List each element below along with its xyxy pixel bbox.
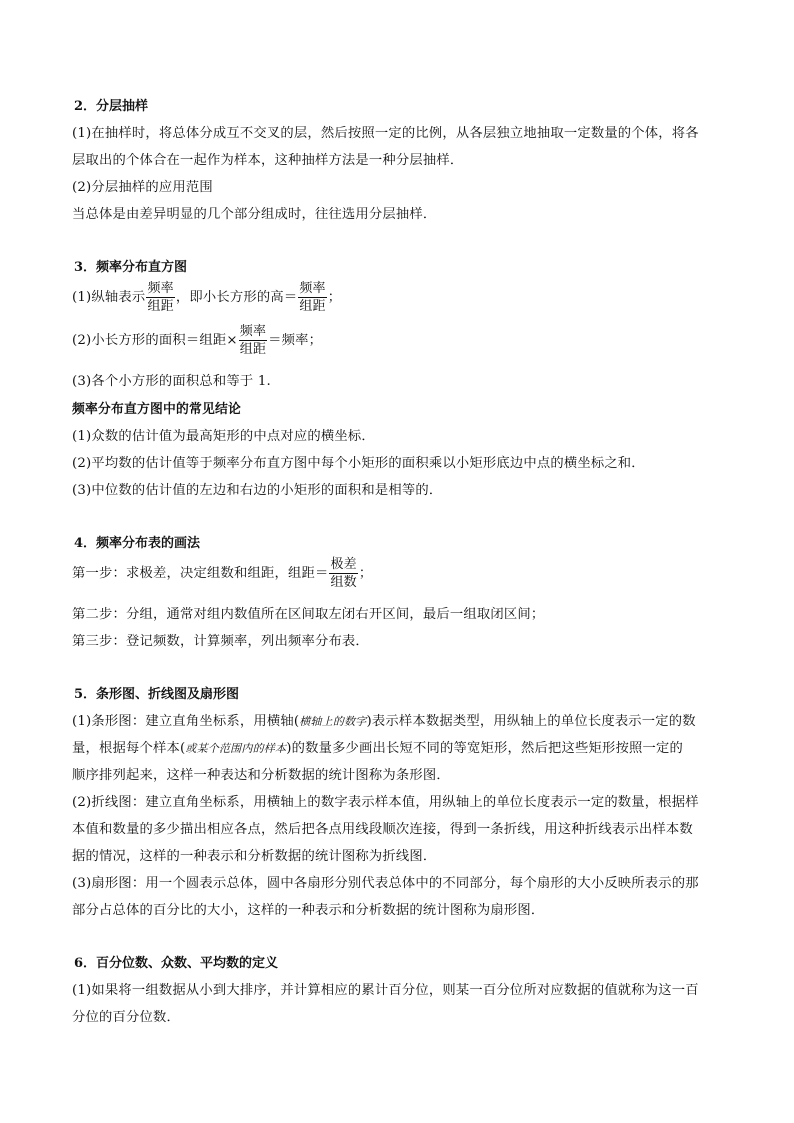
fraction-range-over-groups	[329, 556, 357, 591]
section-5-line-8: 部分占总体的百分比的大小，这样的一种表示和分析数据的统计图称为扇形图．	[72, 903, 545, 918]
section-5-line-3: 顺序排列起来，这样一种表达和分析数据的统计图称为条形图．	[72, 768, 450, 783]
section-4-line-3: 第三步：登记频数，计算频率，列出频率分布表．	[72, 634, 369, 649]
section-5-line-4: (2)折线图：建立直角坐标系，用横轴上的数字表示样本值，用纵轴上的单位长度表示一定的数量，根据样	[72, 795, 699, 810]
section-2-title: 2．分层抽样	[74, 99, 149, 114]
section-6-line-1: (1)如果将一组数据从小到大排序，并计算相应的累计百分位，则某一百分位所对应数据的值就称为这一百	[72, 983, 699, 998]
numerator: 频率	[299, 281, 326, 296]
text: (1)纵轴表示	[72, 290, 146, 305]
section-4-line-1	[72, 556, 372, 591]
text: ，即小长方形的高＝	[175, 290, 298, 305]
section-2-line-3: (2)分层抽样的应用范围	[72, 180, 213, 195]
numerator: 频率	[147, 281, 174, 296]
section-2-line-4: 当总体是由差异明显的几个部分组成时，往往选用分层抽样．	[72, 207, 437, 222]
fraction-freq-over-gap	[146, 280, 174, 315]
section-3-line-3: (3)各个小方形的面积总和等于 1.	[72, 374, 271, 389]
text: 量，根据每个样本(	[72, 741, 186, 756]
section-3-line-5: (1)众数的估计值为最高矩形的中点对应的横坐标．	[72, 429, 375, 444]
text: )的数量多少画出长短不同的等宽矩形，然后把这些矩形按照一定的	[286, 741, 683, 756]
text: )表示样本数据类型，用纵轴上的单位长度表示一定的数	[366, 714, 696, 729]
annotation: 横轴上的数字	[299, 715, 367, 728]
section-3-line-2	[72, 323, 322, 358]
denominator: 组数	[330, 575, 357, 590]
text: ；	[358, 566, 373, 581]
denominator: 组距	[147, 299, 174, 314]
text: (2)小长方形的面积＝组距×	[72, 333, 238, 348]
section-5-line-1	[72, 710, 696, 729]
section-6-title: 6．百分位数、众数、平均数的定义	[74, 956, 279, 971]
denominator: 组距	[299, 299, 326, 314]
section-3-subheading: 频率分布直方图中的常见结论	[72, 402, 241, 417]
section-5-title: 5．条形图、折线图及扇形图	[74, 687, 240, 702]
fraction-freq-over-gap	[239, 323, 267, 358]
section-4-title: 4．频率分布表的画法	[74, 536, 201, 551]
text: ；	[327, 290, 342, 305]
section-6-line-2: 分位的百分位数．	[72, 1010, 180, 1025]
section-3-line-7: (3)中位数的估计值的左边和右边的小矩形的面积和是相等的．	[72, 483, 443, 498]
section-5-line-2	[72, 737, 683, 756]
annotation: 或某个范围内的样本	[185, 742, 287, 755]
section-3-line-1	[72, 280, 341, 315]
section-2-line-1: (1)在抽样时，将总体分成互不交叉的层，然后按照一定的比例，从各层独立地抽取一定数量的个体，将各	[72, 126, 699, 141]
text: (1)条形图：建立直角坐标系，用横轴(	[72, 714, 300, 729]
section-3-line-6: (2)平均数的估计值等于频率分布直方图中每个小矩形的面积乘以小矩形底边中点的横坐标之和．	[72, 456, 645, 471]
fraction-freq-over-gap	[298, 280, 326, 315]
section-2-line-2: 层取出的个体合在一起作为样本，这种抽样方法是一种分层抽样．	[72, 153, 464, 168]
denominator: 组距	[239, 342, 267, 357]
section-4-line-2: 第二步：分组，通常对组内数值所在区间取左闭右开区间，最后一组取闭区间；	[72, 607, 545, 622]
section-5-line-6: 据的情况，这样的一种表示和分析数据的统计图称为折线图．	[72, 849, 437, 864]
numerator: 频率	[239, 324, 267, 339]
numerator: 极差	[330, 557, 357, 572]
text: 第一步：求极差，决定组数和组距，组距＝	[72, 566, 329, 581]
section-5-line-5: 本值和数量的多少描出相应各点，然后把各点用线段顺次连接，得到一条折线，用这种折线表示出样本数	[72, 822, 693, 837]
text: ＝频率；	[268, 333, 323, 348]
section-5-line-7: (3)扇形图：用一个圆表示总体，圆中各扇形分别代表总体中的不同部分，每个扇形的大小反映所表示的那	[72, 876, 699, 891]
section-3-title: 3．频率分布直方图	[74, 260, 188, 275]
